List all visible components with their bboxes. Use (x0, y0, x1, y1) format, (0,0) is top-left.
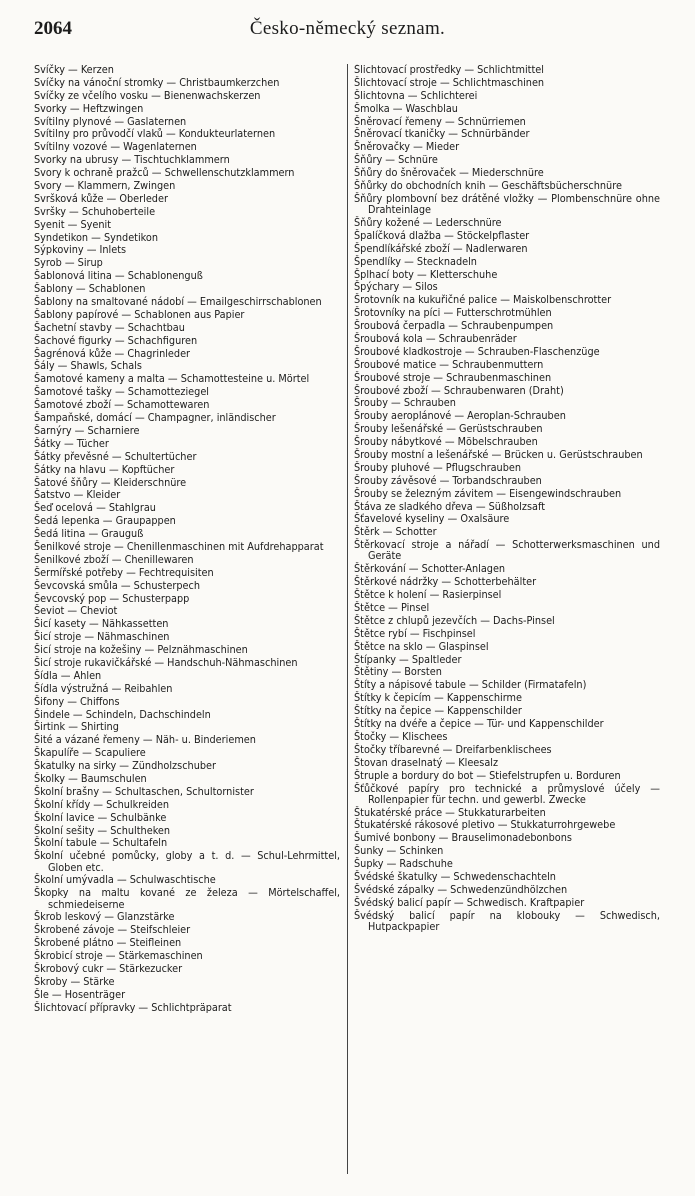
dictionary-entry: Štěrkové nádržky — Schotterbehälter (354, 575, 537, 589)
dictionary-entry: Šněrovačky — Mieder (354, 140, 460, 154)
dictionary-entry: Šablonová litina — Schablonenguß (34, 269, 203, 283)
dictionary-entry: Školní tabule — Schultafeln (34, 836, 168, 850)
dictionary-entry: Štítky na dvéře a čepice — Tür- und Kappenschilder (354, 717, 604, 731)
dictionary-entry: Šňůry kožené — Lederschnüre (354, 216, 502, 229)
entry-columns (34, 64, 664, 1174)
dictionary-entry: Šídla výstružná — Reibahlen (34, 681, 173, 695)
dictionary-entry: Šenilkové stroje — Chenillenmaschinen mit Aufdrehapparat (34, 539, 324, 553)
dictionary-entry: Šachové figurky — Schachfiguren (34, 333, 198, 347)
dictionary-entry: Šrouby — Schrauben (354, 396, 456, 410)
right-column (354, 64, 660, 1174)
dictionary-entry: Syenit — Syenit (34, 217, 111, 231)
dictionary-entry: Šrotovník na kukuřičné palice — Maiskolbenschrotter (354, 293, 612, 307)
dictionary-entry: Škrobené závoje — Steifschleier (34, 923, 191, 937)
dictionary-entry: Šermířské potřeby — Fechtrequisiten (34, 565, 214, 579)
dictionary-entry: Šroubové kladkostroje — Schrauben-Flaschenzüge (354, 344, 600, 358)
dictionary-entry: Sýpkoviny — Inlets (34, 243, 127, 257)
dictionary-entry: Šeď ocelová — Stahlgrau (34, 501, 156, 515)
dictionary-entry: Svorky na ubrusy — Tischtuchklammern (34, 153, 230, 167)
dictionary-entry: Štočky — Klischees (354, 729, 448, 743)
dictionary-entry: Šroubové stroje — Schraubenmaschinen (354, 370, 552, 384)
dictionary-entry: Šicí kasety — Nähkassetten (34, 617, 169, 631)
dictionary-entry: Svory k ochraně pražců — Schwellenschutzklammern (34, 166, 295, 180)
column-divider (347, 64, 348, 1174)
dictionary-entry: Špýchary — Silos (354, 280, 438, 294)
dictionary-entry: Svorky — Heftzwingen (34, 101, 144, 115)
dictionary-entry: Štěrkování — Schotter-Anlagen (354, 562, 506, 576)
dictionary-entry: Šídla — Ahlen (34, 668, 102, 682)
dictionary-entry: Školní křídy — Schulkreiden (34, 797, 169, 811)
dictionary-entry: Šamotové kameny a malta — Schamottesteine u. Mörtel (34, 372, 310, 386)
dictionary-entry: Šarnýry — Scharniere (34, 423, 140, 437)
dictionary-entry: Šedá litina — Grauguß (34, 527, 144, 541)
dictionary-entry: Štětce z chlupů jezevčích — Dachs-Pinsel (354, 613, 555, 627)
dictionary-entry: Šunky — Schinken (354, 844, 444, 858)
dictionary-entry: Ševcovská smůla — Schusterpech (34, 578, 200, 592)
dictionary-entry: Šněrovací řemeny — Schnürriemen (354, 114, 526, 128)
dictionary-entry: Šněrovací tkaničky — Schnürbänder (354, 127, 530, 141)
dictionary-entry: Šroubové matice — Schraubenmuttern (354, 357, 544, 371)
dictionary-entry: Širtink — Shirting (34, 720, 119, 734)
dictionary-entry: Šablony — Schablonen (34, 282, 146, 296)
dictionary-entry: Škroby — Stärke (34, 974, 115, 988)
page-number: 2064 (34, 18, 72, 39)
dictionary-entry: Šťůčkové papíry pro technické a průmyslové účely — Rollenpapier für techn. und gewerbl. Zwecke (354, 781, 660, 806)
dictionary-entry: Štočky tříbarevné — Dreifarbenklischees (354, 742, 552, 756)
dictionary-entry: Šifony — Chiffons (34, 694, 120, 708)
page-title: Česko-německý seznam. (249, 18, 446, 39)
dictionary-entry: Šrouby aeroplánové — Aeroplan-Schrauben (354, 409, 566, 423)
dictionary-entry: Škrob leskový — Glanzstärke (34, 910, 175, 924)
dictionary-entry: Šlichtovací prostředky — Schlichtmittel (354, 64, 544, 76)
dictionary-entry: Štětce — Pinsel (354, 601, 430, 615)
dictionary-entry: Štítky na čepice — Kappenschilder (354, 704, 522, 718)
dictionary-entry: Šablony papírové — Schablonen aus Papier (34, 307, 245, 321)
dictionary-entry: Šály — Shawls, Schals (34, 359, 142, 373)
dictionary-entry: Škrobicí stroje — Stärkemaschinen (34, 949, 203, 963)
dictionary-entry: Školky — Baumschulen (34, 771, 147, 785)
dictionary-entry: Šrouby lešenářské — Gerüstschrauben (354, 422, 543, 436)
dictionary-entry: Škrobené plátno — Steifleinen (34, 936, 182, 950)
dictionary-entry: Šle — Hosenträger (34, 987, 126, 1001)
dictionary-entry: Šicí stroje — Nähmaschinen (34, 630, 170, 644)
dictionary-entry: Svršky — Schuhoberteile (34, 204, 156, 218)
dictionary-entry: Šedá lepenka — Graupappen (34, 514, 176, 528)
dictionary-entry: Švédské zápalky — Schwedenzündhölzchen (354, 882, 568, 896)
dictionary-entry: Svory — Klammern, Zwingen (34, 179, 176, 193)
dictionary-entry: Ševiot — Cheviot (34, 604, 118, 618)
dictionary-entry: Šindele — Schindeln, Dachschindeln (34, 707, 211, 721)
dictionary-entry: Svršková kůže — Oberleder (34, 191, 168, 205)
dictionary-entry: Šroubová čerpadla — Schraubenpumpen (354, 319, 554, 333)
dictionary-entry: Šťavelové kyseliny — Oxalsäure (354, 512, 510, 526)
dictionary-entry: Štětce na sklo — Glaspinsel (354, 639, 489, 653)
dictionary-entry: Šrotovníky na píci — Futterschrotmühlen (354, 306, 552, 320)
dictionary-entry: Šité a vázané řemeny — Näh- u. Binderiemen (34, 733, 256, 747)
dictionary-entry: Šumivé bonbony — Brauselimonadebonbons (354, 831, 572, 845)
dictionary-entry: Šenilkové zboží — Chenillewaren (34, 552, 194, 566)
dictionary-entry: Školní lavice — Schulbänke (34, 810, 167, 824)
dictionary-entry: Šablony na smaltované nádobí — Emailgeschirrschablonen (34, 295, 322, 309)
dictionary-entry: Štětiny — Borsten (354, 665, 442, 679)
dictionary-entry: Špendlíky — Stecknadeln (354, 254, 477, 268)
dictionary-entry: Šátky na hlavu — Kopftücher (34, 462, 175, 476)
dictionary-entry: Šlichtovací stroje — Schlichtmaschinen (354, 75, 545, 89)
dictionary-entry: Štáva ze sladkého dřeva — Süßholzsaft (354, 499, 546, 513)
dictionary-entry: Ševcovský pop — Schusterpapp (34, 591, 190, 605)
dictionary-entry: Školní umývadla — Schulwaschtische (34, 873, 216, 887)
dictionary-entry: Šrouby mostní a lešenářské — Brücken u. Gerüstschrauben (354, 448, 643, 462)
dictionary-entry: Šlichtovna — Schlichterei (354, 88, 478, 102)
dictionary-entry: Špalíčková dlažba — Stöckelpflaster (354, 228, 530, 242)
dictionary-entry: Šroubová kola — Schraubenräder (354, 332, 517, 346)
dictionary-entry: Šagrénová kůže — Chagrinleder (34, 346, 191, 360)
dictionary-entry: Šrouby pluhové — Pflugschrauben (354, 460, 522, 474)
dictionary-entry: Škopky na maltu kované ze železa — Mörtelschaffel, schmiedeiserne (34, 886, 340, 911)
dictionary-entry: Svíčky — Kerzen (34, 64, 114, 76)
dictionary-entry: Šátky převěsné — Schultertücher (34, 449, 197, 463)
dictionary-entry: Šňůrky do obchodních knih — Geschäftsbücherschnüre (354, 179, 622, 193)
dictionary-entry: Svíčky ze včelího vosku — Bienenwachskerzen (34, 88, 261, 102)
dictionary-entry: Šmolka — Waschblau (354, 101, 458, 115)
dictionary-entry: Štukatérské práce — Stukkaturarbeiten (354, 805, 546, 819)
dictionary-entry: Syrob — Sirup (34, 256, 103, 270)
dictionary-entry: Školní učebné pomůcky, globy a t. d. — Schul-Lehrmittel, Globen etc. (34, 849, 340, 874)
dictionary-entry: Štítky k čepicím — Kappenschirme (354, 691, 522, 705)
dictionary-entry: Švédské škatulky — Schwedenschachteln (354, 870, 556, 884)
dictionary-entry: Štětce rybí — Fischpinsel (354, 626, 476, 640)
dictionary-entry: Šatstvo — Kleider (34, 488, 121, 502)
dictionary-entry: Školní sešity — Schultheken (34, 823, 171, 837)
dictionary-entry: Štovan draselnatý — Kleesalz (354, 755, 499, 769)
dictionary-entry: Šrouby závěsové — Torbandschrauben (354, 473, 542, 487)
dictionary-entry: Škapulíře — Scapuliere (34, 746, 146, 760)
dictionary-entry: Štípanky — Spaltleder (354, 652, 462, 666)
dictionary-entry: Štruple a bordury do bot — Stiefelstrupfen u. Borduren (354, 768, 621, 782)
dictionary-entry: Štěrkovací stroje a nářadí — Schotterwerksmaschinen und Geräte (354, 538, 660, 563)
page-header (34, 18, 661, 46)
dictionary-entry: Šupky — Radschuhe (354, 857, 453, 871)
dictionary-entry: Šamotové zboží — Schamottewaren (34, 398, 210, 412)
dictionary-entry: Švédský balicí papír na klobouky — Schwedisch, Hutpackpapier (354, 908, 660, 933)
dictionary-entry: Štěrk — Schotter (354, 525, 437, 539)
dictionary-entry: Šatové šňůry — Kleiderschnüre (34, 475, 187, 489)
dictionary-entry: Svítilny vozové — Wagenlaternen (34, 140, 197, 154)
dictionary-entry: Svítilny plynové — Gaslaternen (34, 114, 187, 128)
dictionary-entry: Šlichtovací přípravky — Schlichtpräparat (34, 1000, 232, 1014)
left-column (34, 64, 340, 1174)
dictionary-entry: Šroubové zboží — Schraubenwaren (Draht) (354, 383, 564, 397)
dictionary-entry: Šicí stroje rukavičkářské — Handschuh-Nähmaschinen (34, 655, 298, 669)
dictionary-entry: Šachetní stavby — Schachtbau (34, 320, 185, 334)
dictionary-entry: Syndetikon — Syndetikon (34, 230, 159, 244)
dictionary-entry: Štíty a nápisové tabule — Schilder (Firmatafeln) (354, 678, 587, 692)
dictionary-entry: Škrobový cukr — Stärkezucker (34, 961, 183, 975)
dictionary-entry: Šampaňské, domácí — Champagner, inländischer (34, 411, 276, 425)
dictionary-entry: Štukatérské rákosové pletivo — Stukkaturrohrgewebe (354, 818, 616, 832)
dictionary-entry: Štětce k holení — Rasierpinsel (354, 588, 502, 602)
dictionary-entry: Šplhací boty — Kletterschuhe (354, 267, 498, 281)
dictionary-entry: Šátky — Tücher (34, 436, 109, 450)
dictionary-entry: Šňůry do šněrovaček — Miederschnüre (354, 166, 544, 180)
dictionary-entry: Šňůry — Schnüre (354, 153, 438, 167)
dictionary-entry: Šrouby nábytkové — Möbelschrauben (354, 435, 538, 449)
dictionary-entry: Svíčky na vánoční stromky — Christbaumkerzchen (34, 75, 280, 89)
dictionary-entry: Šamotové tašky — Schamotteziegel (34, 385, 210, 399)
dictionary-entry: Šrouby se železným závitem — Eisengewindschrauben (354, 486, 622, 500)
dictionary-entry: Šicí stroje na kožešiny — Pelznähmaschinen (34, 643, 248, 657)
dictionary-entry: Škatulky na sirky — Zündholzschuber (34, 759, 216, 773)
dictionary-entry: Švédský balicí papír — Schwedisch. Kraftpapier (354, 895, 585, 909)
dictionary-entry: Špendlíkářské zboží — Nadlerwaren (354, 241, 528, 255)
dictionary-entry: Svítilny pro průvodčí vlaků — Kondukteurlaternen (34, 127, 276, 141)
dictionary-entry: Šňůry plombovní bez drátěné vložky — Plombenschnüre ohne Drahteinlage (354, 191, 660, 217)
dictionary-entry: Školní brašny — Schultaschen, Schultornister (34, 784, 254, 798)
